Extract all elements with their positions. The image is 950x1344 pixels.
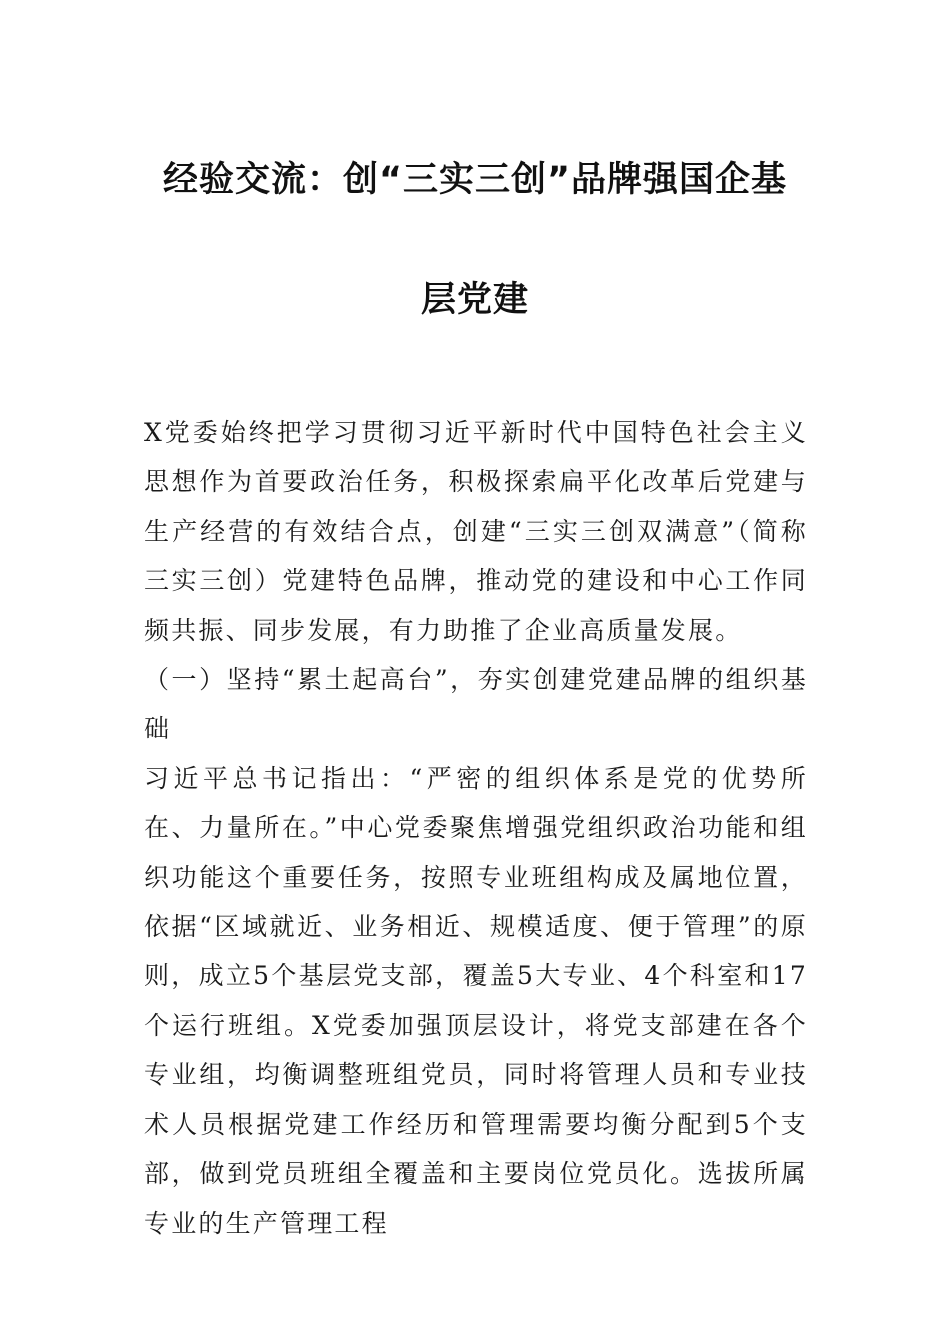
document-title-line-2: 层党建 xyxy=(420,280,529,320)
paragraph-section-1: 习近平总书记指出：“严密的组织体系是党的优势所在、力量所在。”中心党委聚焦增强党组织政治功能和组织功能这个重要任务，按照专业班组构成及属地位置，依据“区域就近、业务相近、规模适度、便于管理”的原则，成立5个基层党支部，覆盖5大专业、4个科室和17个运行班组。X党委加强顶层设计，将党支部建在各个专业组，均衡调整班组党员，同时将管理人员和专业技术人员根据党建工作经历和管理需要均衡分配到5个支部，做到党员班组全覆盖和主要岗位党员化。选拔所属专业的生产管理工程 xyxy=(144,763,808,1238)
document-body xyxy=(144,408,808,1248)
section-heading-1: （一）坚持“累土起高台”，夯实创建党建品牌的组织基础 xyxy=(144,665,808,744)
document-title-line-1: 经验交流：创“三实三创”品牌强国企基 xyxy=(162,160,787,200)
paragraph-intro: X党委始终把学习贯彻习近平新时代中国特色社会主义思想作为首要政治任务，积极探索扁平化改革后党建与生产经营的有效结合点，创建“三实三创双满意”（简称三实三创）党建特色品牌，推动党的建设和中心工作同频共振、同步发展，有力助推了企业高质量发展。 xyxy=(144,418,808,645)
